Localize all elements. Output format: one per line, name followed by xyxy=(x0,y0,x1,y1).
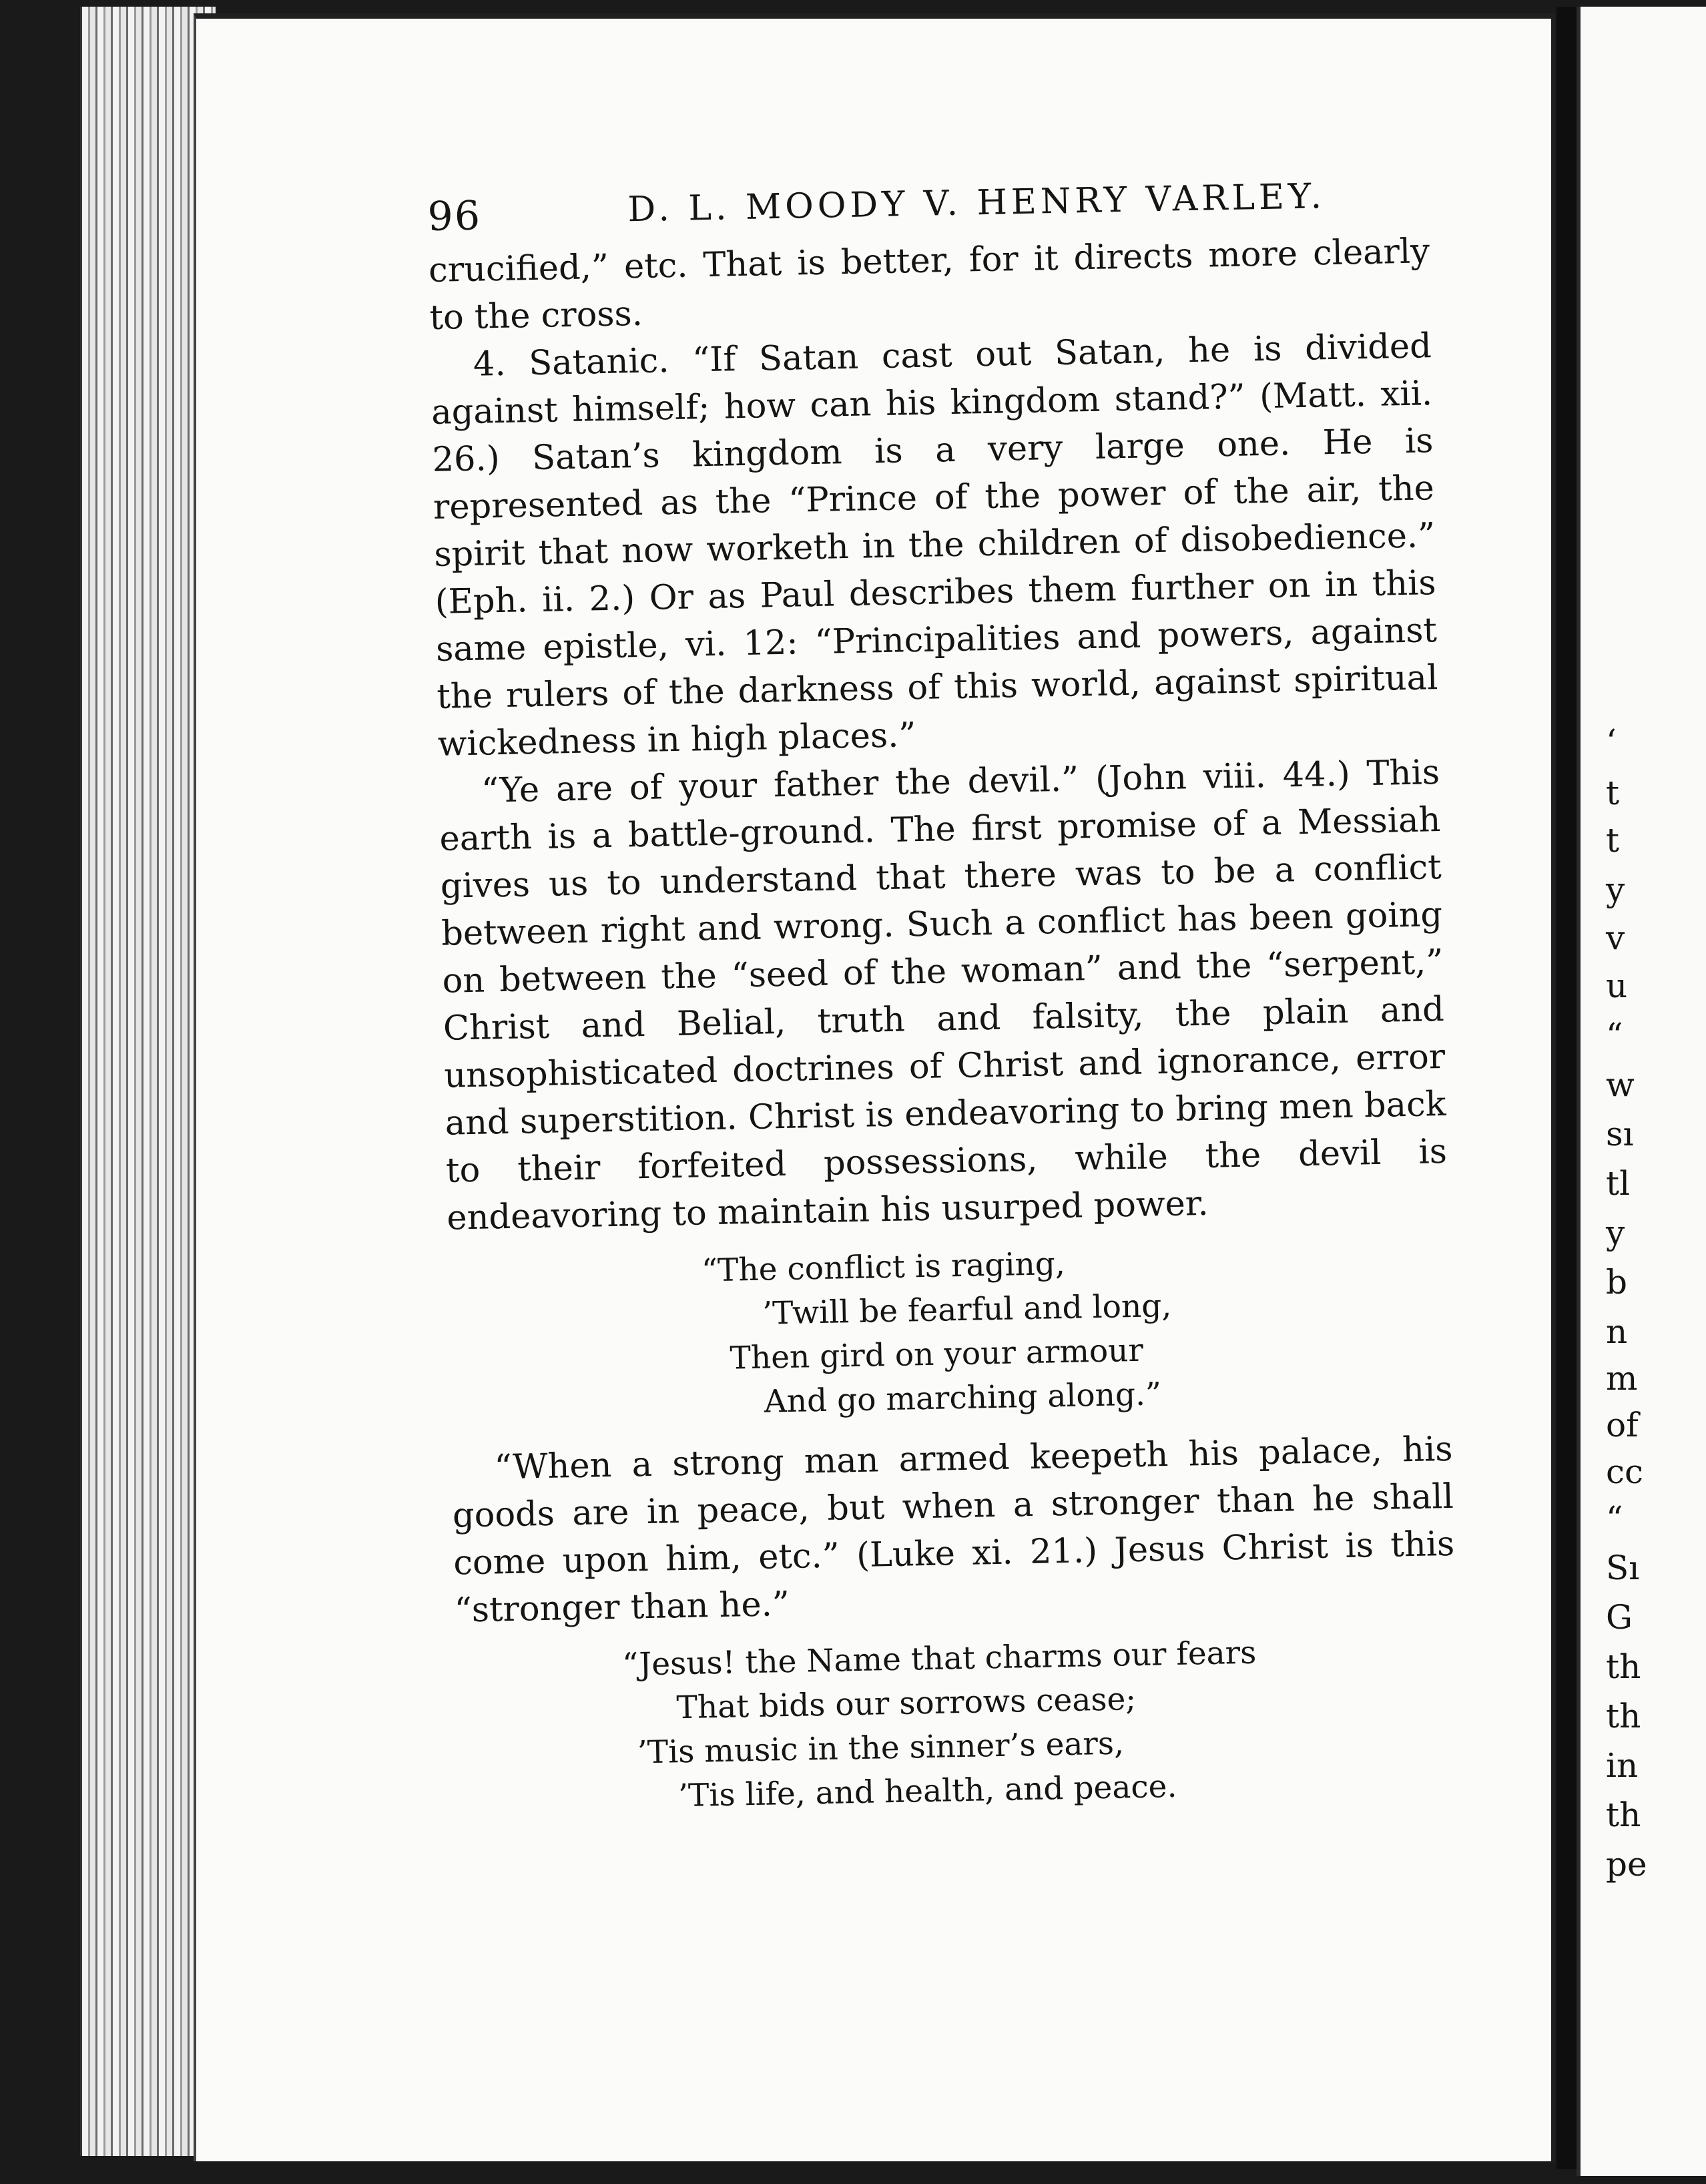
facing-page-fragment: “ xyxy=(1606,1016,1623,1055)
page-content xyxy=(427,174,1460,1837)
facing-page xyxy=(1577,7,1706,2176)
facing-page-fragment: G xyxy=(1606,1598,1633,1637)
facing-page-fragment: pe xyxy=(1606,1845,1647,1884)
facing-page-fragment: in xyxy=(1606,1746,1639,1785)
facing-page-fragment: y xyxy=(1606,870,1625,909)
verse-line: And go marching along.” xyxy=(764,1376,1162,1420)
paragraph: 4. Satanic. “If Satan cast out Satan, he is divided against himself; how can his kingdom stand?” (Matt. xii. 26.) Satan’s kingdom is a very large one. He is represented as the “Prince of the power of the air, the spirit that now worketh in the children of disobedience.” (Eph. ii. 2.) Or as Paul describes them further on in this same epistle, vi. 12: “Principalities and powers, against the rulers of the darkness of this world, against spiritual wickedness in high places.” xyxy=(431,326,1438,764)
running-title: D. L. MOODY V. HENRY VARLEY. xyxy=(627,176,1326,230)
facing-page-fragment: th xyxy=(1606,1647,1641,1686)
facing-page-fragment: m xyxy=(1606,1359,1638,1398)
verse-line: That bids our sorrows cease; xyxy=(676,1681,1137,1727)
facing-page-fragment: tl xyxy=(1606,1164,1631,1203)
facing-page-fragment: ‘ xyxy=(1606,722,1617,761)
facing-page-fragment: b xyxy=(1606,1263,1628,1302)
facing-page-fragment: sı xyxy=(1606,1115,1634,1153)
facing-page-fragment: y xyxy=(1606,1213,1625,1252)
facing-page-fragment: “ xyxy=(1606,1499,1623,1538)
verse-line: ’Tis life, and health, and peace. xyxy=(677,1767,1177,1815)
facing-page-fragment: t xyxy=(1606,821,1620,860)
facing-page-fragment: v xyxy=(1606,918,1625,957)
facing-page-fragment: u xyxy=(1606,967,1628,1005)
page-number: 96 xyxy=(427,192,482,240)
facing-page-fragment: th xyxy=(1606,1796,1641,1834)
facing-page-fragment: t xyxy=(1606,774,1620,812)
verse-line: Then gird on your armour xyxy=(730,1332,1144,1377)
paragraph: “Ye are of your father the devil.” (John viii. 44.) This earth is a battle-ground. The first promise of a Messiah gives us to understand that there was to be a conflict between right and wrong. Such a conflict has been going on between the “seed of the woman” and the “serpent,” Christ and Belial, truth and falsity, the plain and unsophisticated doctrines of Christ and ignorance, error and superstition. Christ is endeavoring to bring men back to their forfeited possessions, while the devil is endeavoring to maintain his usurped power. xyxy=(439,753,1448,1238)
verse-line: “The conflict is raging, xyxy=(701,1245,1066,1290)
paragraph: crucified,” etc. That is better, for it directs more clearly to the cross. xyxy=(428,232,1430,338)
facing-page-fragment: n xyxy=(1606,1312,1628,1351)
verse-quote xyxy=(455,1627,1460,1823)
verse-line: ’Twill be fearful and long, xyxy=(762,1287,1172,1332)
paragraph: “When a strong man armed keepeth his palace, his goods are in peace, but when a stronger than he shall come upon him, etc.” (Luke xi. 21.) Jesus Christ is this “stronger than he.” xyxy=(452,1429,1455,1631)
book-gutter xyxy=(1556,7,1577,2169)
facing-page-fragment: Sı xyxy=(1606,1549,1640,1587)
verse-quote xyxy=(448,1235,1452,1430)
facing-page-fragment: cc xyxy=(1606,1452,1644,1491)
facing-page-fragment: of xyxy=(1606,1406,1639,1444)
facing-page-fragment: w xyxy=(1606,1065,1635,1104)
facing-page-fragment: th xyxy=(1606,1697,1641,1735)
verse-line: ’Tis music in the sinner’s ears, xyxy=(637,1725,1125,1771)
verse-line: “Jesus! the Name that charms our fears xyxy=(621,1634,1257,1683)
